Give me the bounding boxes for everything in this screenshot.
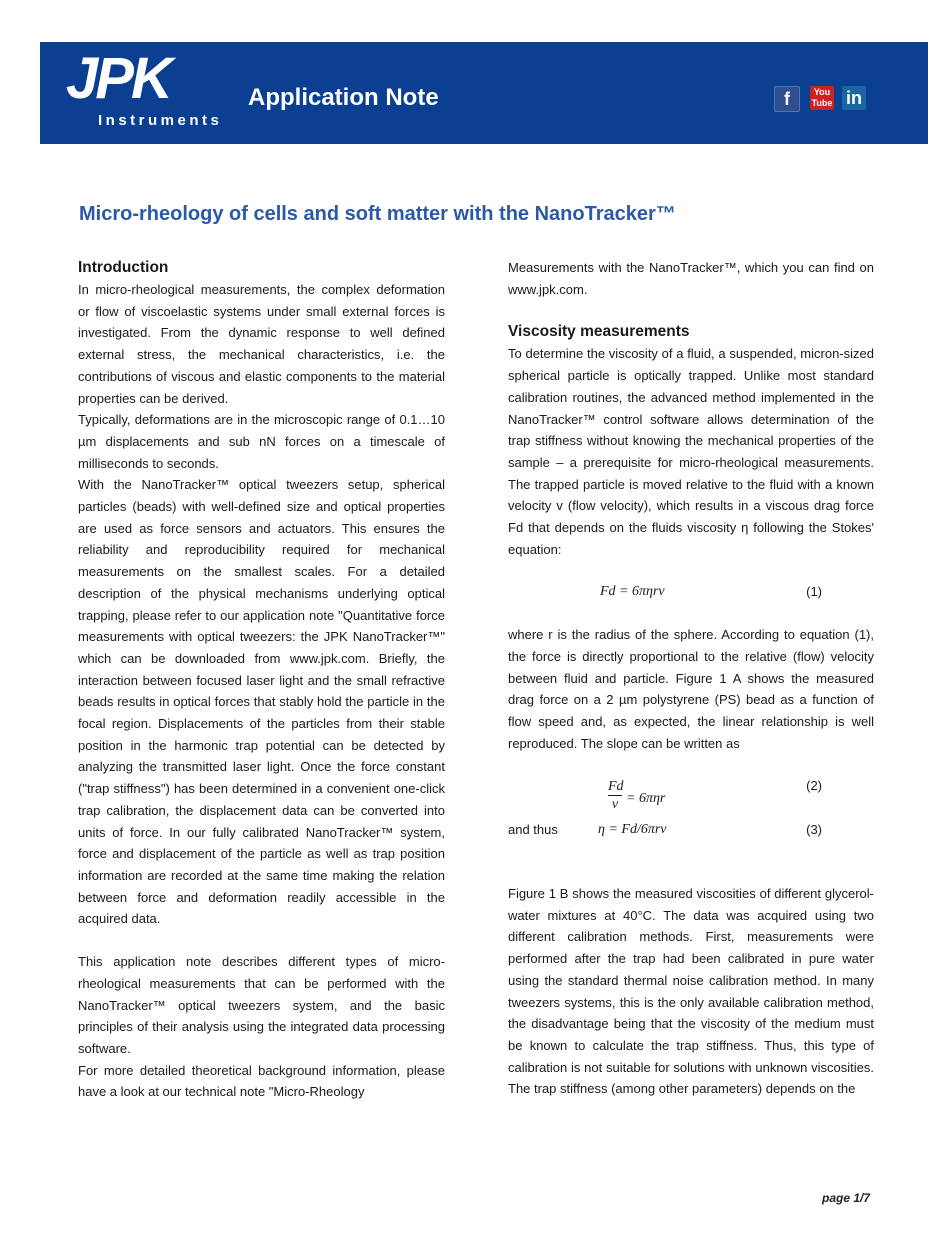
youtube-icon[interactable]: You Tube [811, 87, 833, 108]
header-title: Application Note [248, 84, 439, 111]
facebook-icon[interactable]: f [774, 86, 800, 112]
paragraph: For more detailed theoretical background information, please have a look at our technical note "Micro-Rheology [78, 1062, 445, 1100]
fraction-numerator: Fd [608, 779, 624, 795]
spacer [78, 930, 445, 951]
paragraph: Measurements with the NanoTracker™, which you can find on www.jpk.com. [508, 260, 874, 297]
equation-number: (1) [806, 584, 822, 600]
spacer [508, 560, 874, 581]
equation-number: (3) [806, 822, 822, 838]
equation-number: (2) [806, 778, 822, 794]
left-column [78, 257, 445, 1103]
jpk-logo: JPK [66, 46, 170, 111]
paragraph: In micro-rheological measurements, the complex deformation or flow of viscoelastic systems under small external forces is investigated. From the dynamic response to well defined external stress, the mechanical characteristics, i.e. the contributions of viscous and elastic components to the material properties can be derived. [78, 282, 445, 406]
document-title: Micro-rheology of cells and soft matter with the NanoTracker™ [79, 203, 676, 225]
section-heading-introduction: Introduction [78, 259, 169, 276]
paragraph: where r is the radius of the sphere. According to equation (1), the force is directly proportional to the relative (flow) velocity between fluid and particle. Figure 1 A shows the measured drag force on a 2 µm polystyrene (PS) bead as a function of flow speed and, as expected, the linear relationship is well reproduced. The slope can be written as [508, 627, 874, 751]
equation-body: Fd = 6πηrv [600, 584, 665, 600]
fraction-denominator: v [611, 797, 619, 813]
paragraph: This application note describes different types of micro-rheological measurements that can be performed with the NanoTracker™ optical tweezers system, and the basic principles of their analysis using the integrated data processing software. [78, 954, 445, 1056]
section-heading-viscosity: Viscosity measurements [508, 323, 690, 341]
header-banner [40, 42, 928, 144]
spacer [508, 841, 874, 862]
equation-body: η = Fd/6πrv [598, 822, 667, 838]
spacer [508, 603, 874, 624]
fraction [608, 779, 622, 813]
logo-subtitle: Instruments [98, 112, 223, 129]
paragraph: To determine the viscosity of a fluid, a suspended, micron-sized spherical particle is optically trapped. Unlike most standard calibration routines, the advanced method implemented in the NanoTracker™ control software allows determination of the trap stiffness without knowing the mechanical properties of the sample – a prerequisite for micro-rheological measurements. The trapped particle is moved relative to the fluid with a known velocity v (flow velocity), which results in a viscous drag force Fd that depends on the fluids viscosity η following the Stokes' equation: [508, 346, 874, 557]
paragraph: Typically, deformations are in the microscopic range of 0.1…10 µm displacements and sub nN forces on a timescale of milliseconds to seconds. [78, 412, 445, 471]
equation-3 [508, 819, 874, 841]
equation-label: and thus [508, 822, 558, 838]
equation-rhs: = 6πηr [626, 791, 666, 807]
equation-1 [508, 581, 874, 603]
linkedin-icon[interactable]: in [842, 86, 866, 110]
spacer [508, 300, 874, 321]
paragraph: With the NanoTracker™ optical tweezers setup, spherical particles (beads) with well-defined size and optical properties are used as force sensors and actuators. This ensures the reliability and reproducibility required for mechanical measurements on the smallest scales. For a detailed description of the physical mechanisms underlying optical trapping, please refer to our application note "Quantitative force measurements with optical tweezers: the JPK NanoTracker™" which can be downloaded from www.jpk.com. Briefly, the interaction between focused laser light and the small refractive beads results in optical forces that stably hold the particle in the focal region. Displacements of the particles from their stable position in the harmonic trap potential can be detected by analyzing the transmitted laser light. Once the force constant ("trap stiffness") has been determined in a convenient one-click trap calibration, the displacement data can be converted into units of force. In our fully calibrated NanoTracker™ system, force and displacement of the particle as well as trap position information are recorded at the same time making the relation between force and deformation readily accessible in the acquired data. [78, 477, 445, 927]
equation-2 [508, 775, 874, 819]
spacer [508, 754, 874, 775]
right-column [508, 257, 874, 1100]
paragraph: Figure 1 B shows the measured viscosities of different glycerol-water mixtures at 40°C. The data was acquired using two different calibration methods. First, measurements were performed after the trap had been calibrated in pure water using the standard thermal noise calibration method. In many tweezers systems, this is the only available calibration method, the disadvantage being that the viscosity of the medium must be known to calculate the trap stiffness. Thus, this type of calibration is not suitable for solutions with unknown viscosities. The trap stiffness (among other parameters) depends on the [508, 886, 874, 1097]
spacer [508, 862, 874, 883]
page-number: page 1/7 [822, 1191, 871, 1205]
